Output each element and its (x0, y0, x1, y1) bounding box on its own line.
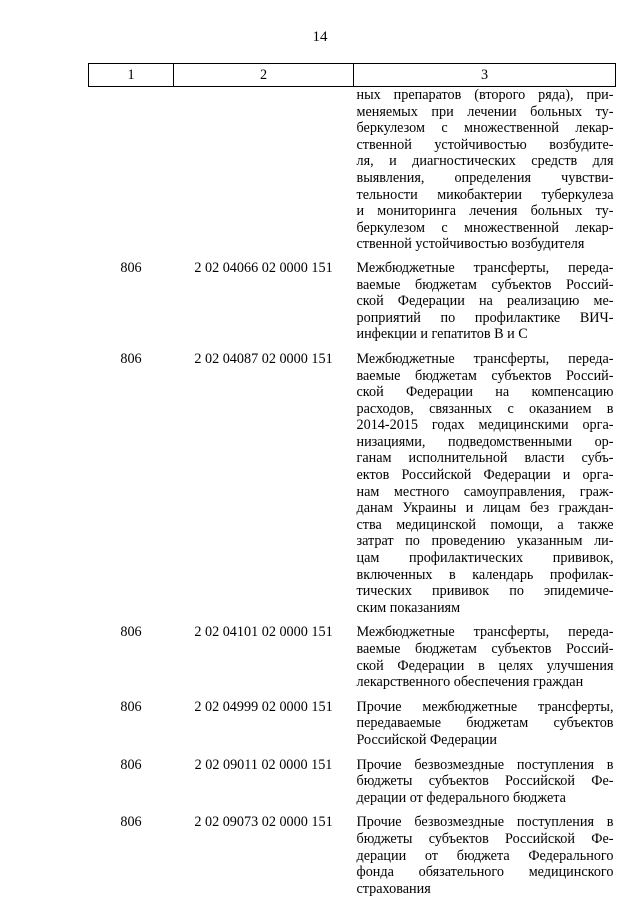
description-line: включенных в календарь профилак- (356, 566, 614, 583)
description-line: Российской Федерации (356, 731, 497, 748)
admin-code-cell: 806 (120, 259, 142, 276)
description-line: ганам исполнительной власти субъ- (356, 450, 614, 467)
description-line: беркулезом с множественной лекар- (356, 120, 614, 137)
revenue-description-cell (354, 699, 616, 757)
description-line: фонда обязательного медицинского (356, 864, 614, 881)
budget-classification-code-cell: 2 02 04999 02 0000 151 (194, 698, 333, 715)
description-line: роприятий по профилактике ВИЧ- (356, 309, 614, 326)
description-line: бюджеты субъектов Российской Фе- (356, 830, 614, 847)
description-line: затрат по проведению указанным ли- (356, 533, 614, 550)
revenue-codes-table (88, 63, 616, 905)
description-line: Межбюджетные трансферты, переда- (356, 350, 614, 367)
description-line: и мониторинга лечения больных ту- (356, 203, 614, 220)
admin-code-cell: 806 (120, 350, 142, 367)
description-line: Прочие безвозмездные поступления в (356, 756, 614, 773)
budget-classification-code-cell (174, 87, 354, 260)
description-line: Межбюджетные трансферты, переда- (356, 259, 614, 276)
description-line: беркулезом с множественной лекар- (356, 219, 614, 236)
column-header-3: 3 (354, 64, 616, 87)
description-line: ваемые бюджетам субъектов Россий- (356, 641, 614, 657)
description-line: Прочие межбюджетные трансферты, (356, 698, 614, 715)
description-line: ля, и диагностических средств для (356, 153, 614, 170)
admin-code-cell (89, 87, 174, 260)
table-row (89, 260, 616, 351)
description-line: тельности микобактерии туберкулеза (356, 186, 614, 203)
description-line: лекарственного обеспечения граждан (356, 674, 584, 691)
description-line: тических прививок по эпидемиче- (356, 583, 614, 600)
description-line: ской Федерации на реализацию ме- (356, 293, 614, 310)
description-line: бюджеты субъектов Российской Фе- (356, 773, 614, 790)
description-line: ственной устойчивостью возбудителя (356, 236, 585, 253)
description-line: нам местного самоуправления, граж- (356, 483, 614, 500)
admin-code-cell: 806 (120, 624, 142, 641)
description-line: ных препаратов (второго ряда), при- (356, 87, 614, 103)
table-row (89, 351, 616, 625)
revenue-description-cell (354, 757, 616, 815)
description-line: данам Украины и лицам без граждан- (356, 500, 614, 517)
revenue-description-cell (354, 814, 616, 905)
table-row (89, 624, 616, 698)
table-row (89, 814, 616, 905)
table-row (89, 757, 616, 815)
description-line: Прочие безвозмездные поступления в (356, 814, 614, 831)
description-line: ваемые бюджетам субъектов Россий- (356, 276, 614, 293)
revenue-description-cell (354, 87, 616, 260)
description-line: ваемые бюджетам субъектов Россий- (356, 367, 614, 384)
description-line: передаваемые бюджетам субъектов (356, 715, 614, 732)
description-line: ектов Российской Федерации и орга- (356, 467, 614, 484)
budget-classification-code-cell: 2 02 04087 02 0000 151 (194, 350, 333, 367)
description-line: Межбюджетные трансферты, переда- (356, 624, 614, 641)
budget-classification-code-cell: 2 02 09011 02 0000 151 (194, 756, 333, 773)
description-line: ской Федерации в целях улучшения (356, 657, 614, 674)
revenue-description-cell (354, 351, 616, 625)
description-line: дерации от федерального бюджета (356, 789, 566, 806)
description-line: инфекции и гепатитов B и C (356, 326, 528, 343)
description-line: дерации от бюджета Федерального (356, 847, 614, 864)
table-row (89, 87, 616, 260)
table-body (89, 87, 616, 905)
admin-code-cell: 806 (120, 756, 142, 773)
description-line: низациями, подведомственными ор- (356, 433, 614, 450)
description-line: цам профилактических прививок, (356, 550, 614, 567)
revenue-description-cell (354, 624, 616, 698)
budget-classification-code-cell: 2 02 09073 02 0000 151 (194, 814, 333, 831)
description-line: ственной устойчивостью возбудите- (356, 136, 614, 153)
table-row (89, 699, 616, 757)
description-line: 2014-2015 годах медицинскими орга- (356, 417, 614, 434)
revenue-description-cell (354, 260, 616, 351)
page-number: 14 (312, 29, 328, 45)
description-line: меняемых при лечении больных ту- (356, 103, 614, 120)
description-line: расходов, связанных с оказанием в (356, 400, 614, 417)
table-header (89, 64, 616, 87)
column-header-2: 2 (174, 64, 354, 87)
description-line: выявления, определения чувстви- (356, 169, 614, 186)
column-header-1: 1 (89, 64, 174, 87)
description-line: страхования (356, 880, 431, 897)
description-line: ской Федерации на компенсацию (356, 384, 614, 401)
budget-classification-code-cell: 2 02 04066 02 0000 151 (194, 259, 333, 276)
admin-code-cell: 806 (120, 814, 142, 831)
description-line: ским показаниям (356, 599, 461, 616)
admin-code-cell: 806 (120, 698, 142, 715)
description-line: ства медицинской помощи, а также (356, 516, 614, 533)
budget-classification-code-cell: 2 02 04101 02 0000 151 (194, 624, 333, 641)
